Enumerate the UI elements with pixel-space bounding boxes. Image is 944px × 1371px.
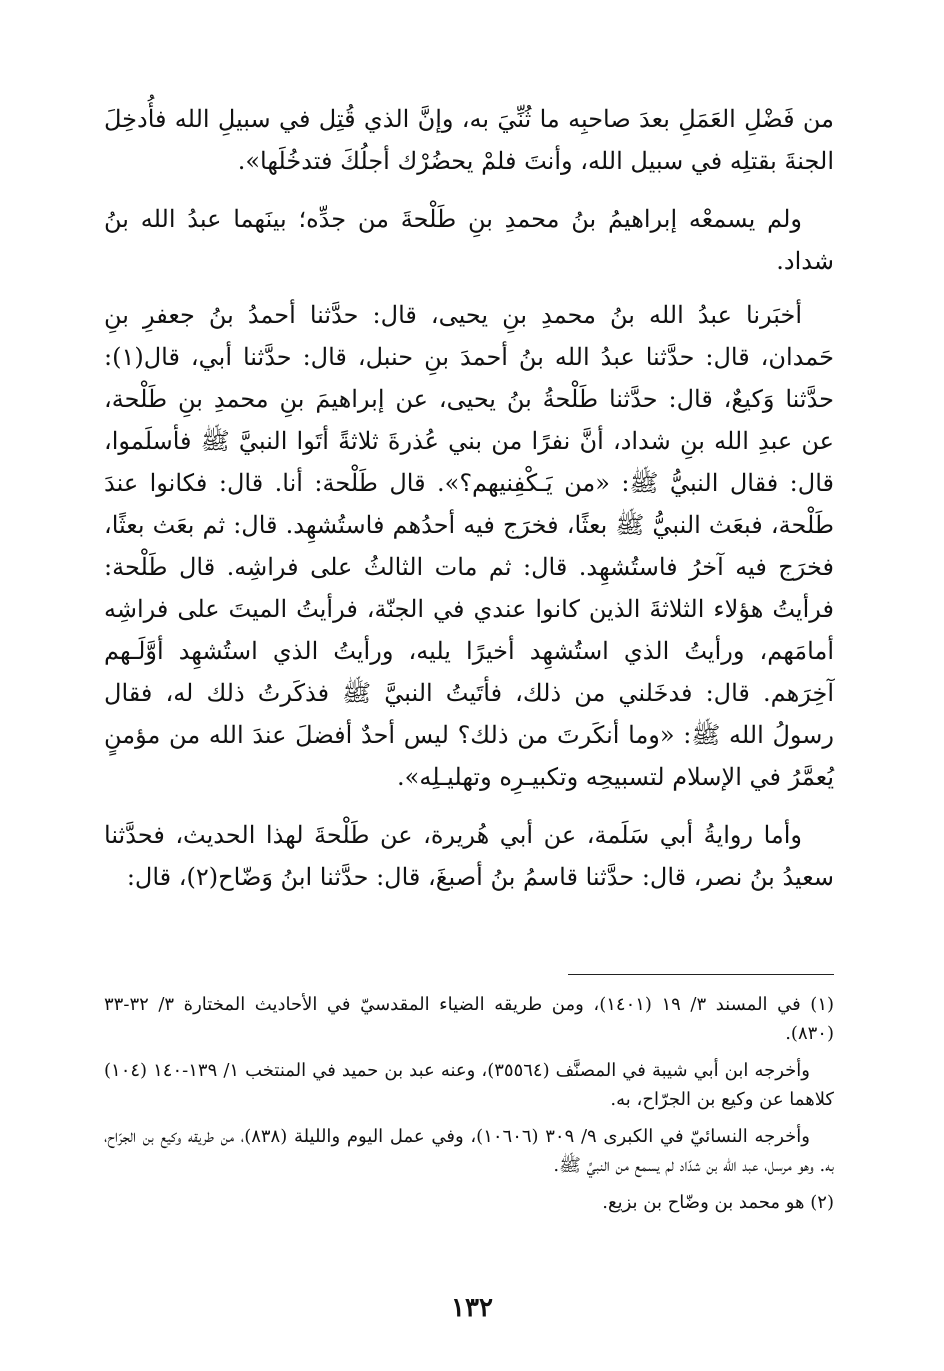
footnote: وأخرجه النسائيّ في الكبرى ٩/ ٣٠٩ (١٠٦٠٦)، وفي عمل اليوم والليلة (٨٣٨)، من طريقه وكيع بن الجرّاح، به. وهو مرسل، عبد الله بن شدّاد لم يسمع من النبيِّ ﷺ. xyxy=(104,1126,834,1176)
footnote: (٢) هو محمد بن وضّاح بن بزيع. xyxy=(602,1192,834,1213)
main-text xyxy=(104,98,834,914)
footnote-separator xyxy=(568,974,834,975)
footnote: (١) في المسند ٣/ ١٩ (١٤٠١)، ومن طريقه الضياء المقدسيّ في الأحاديث المختارة ٣/ ٣٢-٣٣ (٨٣٠). xyxy=(104,994,835,1044)
paragraph: وأما روايةُ أبي سَلَمة، عن أبي هُريرة، عن طَلْحةَ لهذا الحديث، فحدَّثنا سعيدُ بنُ نصر، قال: حدَّثنا قاسمُ بنُ أصبغَ، قال: حدَّثنا ابنُ وَضّاح(٢)، قال: xyxy=(104,821,834,891)
footnotes xyxy=(104,990,834,1225)
paragraph: ولم يسمعْه إبراهيمُ بنُ محمدِ بنِ طَلْحةَ من جدِّه؛ بينَهما عبدُ الله بنُ شداد. xyxy=(104,205,834,275)
footnote: وأخرجه ابن أبي شيبة في المصنَّف (٣٥٥٦٤)، وعنه عبد بن حميد في المنتخب ١/ ١٣٩-١٤٠ (١٠٤) كلاهما عن وكيع بن الجرّاح، به. xyxy=(104,1060,834,1110)
paragraph: من فَضْلِ العَمَلِ بعدَ صاحبِه ما ثُنِّيَ به، وإنَّ الذي قُتِل في سبيلِ الله فأُدخِلَ الجنةَ بقتلِه في سبيل الله، وأنتَ فلمْ يحضُرْك أجلُكَ فتدخُلَها». xyxy=(104,105,834,175)
page-number: ١٣٢ xyxy=(451,1293,493,1323)
paragraph: أخبَرنا عبدُ الله بنُ محمدِ بنِ يحيى، قال: حدَّثنا أحمدُ بنُ جعفرِ بنِ حَمدان، قال: حدَّثنا عبدُ الله بنُ أحمدَ بنِ حنبل، قال: حدَّثنا أبي، قال(١): حدَّثنا وَكيعٌ، قال: حدَّثنا طَلْحةُ بنُ يحيى، عن إبراهيمَ بنِ محمدِ بنِ طَلْحة، عن عبدِ الله بنِ شداد، أنَّ نفرًا من بني عُذرةَ ثلاثةً أتَوا النبيَّ ﷺ فأسلَموا، قال: فقال النبيُّ ﷺ: «من يَـكْفِنيهم؟». قال طَلْحة: أنا. قال: فكانوا عندَ طَلْحة، فبعَث النبيُّ ﷺ بعثًا، فخرَج فيه أحدُهم فاستُشهِد. قال: ثم بعَث بعثًا، فخرَج فيه آخرُ فاستُشهِد. قال: ثم مات الثالثُ على فراشِه. قال طَلْحة: فرأيتُ هؤلاء الثلاثةَ الذين كانوا عندي في الجنّة، فرأيتُ الميتَ على فراشِه أمامَهم، ورأيتُ الذي استُشهِد أخيرًا يليه، ورأيتُ الذي استُشهِد أوَّلَـهم آخِرَهم. قال: فدخَلني من ذلك، فأتَيتُ النبيَّ ﷺ فذكَرتُ ذلك له، فقال رسولُ الله ﷺ: «وما أنكَرتَ من ذلك؟ ليس أحدٌ أفضلَ عندَ الله من مؤمنٍ يُعمَّرُ في الإسلام لتسبيحِه وتكبيـرِه وتهليـلِه». xyxy=(104,301,835,791)
